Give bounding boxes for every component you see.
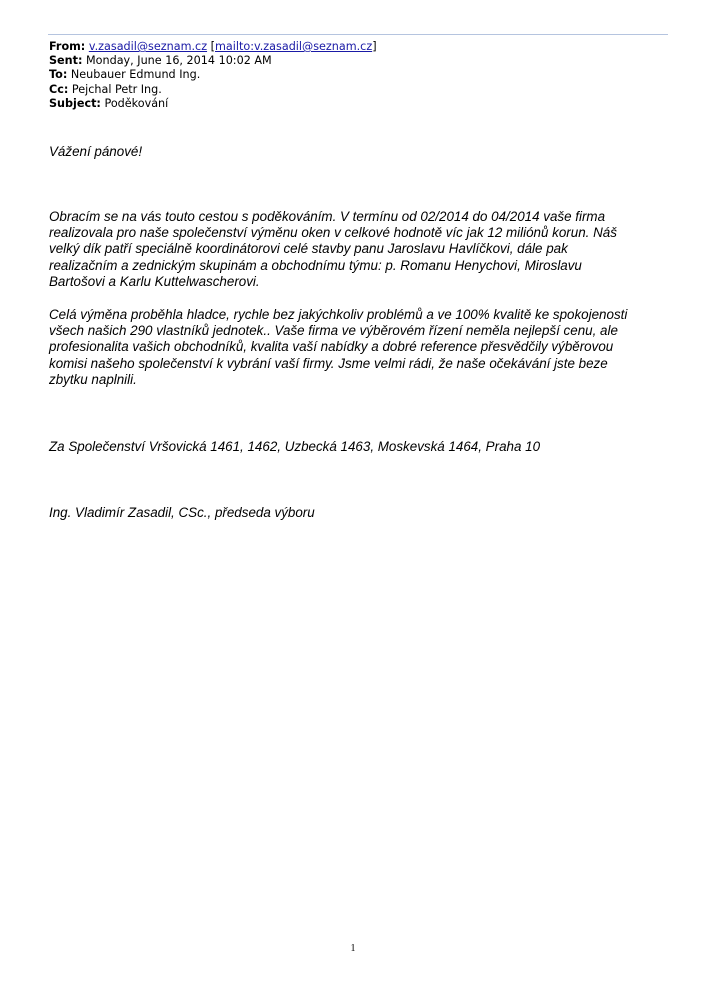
cc-line xyxy=(49,83,669,97)
signature-name: Ing. Vladimír Zasadil, CSc., předseda výboru xyxy=(49,505,315,520)
subject-line xyxy=(49,97,669,111)
signature-organization: Za Společenství Vršovická 1461, 1462, Uzbecká 1463, Moskevská 1464, Praha 10 xyxy=(49,439,541,454)
from-bracket-open: [ xyxy=(210,40,215,53)
paragraph-line: realizačním a zednickým skupinám a obchodnímu týmu: p. Romanu Henychovi, Miroslavu xyxy=(49,257,582,273)
from-bracket-close: ] xyxy=(372,40,377,53)
paragraph-line: Celá výměna proběhla hladce, rychle bez jakýchkoliv problémů a ve 100% kvalitě ke spokojenosti xyxy=(49,307,628,322)
cc-label: Cc: xyxy=(49,82,69,96)
email-header xyxy=(49,40,669,111)
greeting: Vážení pánové! xyxy=(49,144,143,159)
paragraph-line: zbytku naplnili. xyxy=(49,371,137,387)
paragraph-line: všech našich 290 vlastníků jednotek.. Vaše firma ve výběrovém řízení neměla nejlepší cenu, ale xyxy=(49,323,618,339)
page-number: 1 xyxy=(350,943,356,954)
subject-value: Poděkování xyxy=(104,96,169,110)
to-label: To: xyxy=(49,68,68,82)
sent-value: Monday, June 16, 2014 10:02 AM xyxy=(86,54,272,68)
sent-line xyxy=(49,54,669,68)
subject-label: Subject: xyxy=(49,96,101,110)
from-line xyxy=(49,40,669,54)
paragraph-line: realizovala pro naše společenství výměnu oken v celkové hodnotě víc jak 12 miliónů korun. Náš xyxy=(49,225,617,241)
from-address-link[interactable]: v.zasadil@seznam.cz xyxy=(88,40,208,53)
paragraph-line: velký dík patří speciálně koordinátorovi celé stavby panu Jaroslavu Havlíčkovi, dále pak xyxy=(49,241,568,257)
paragraph-line: komisi našeho společenství k vybrání vaší firmy. Jsme velmi rádi, že naše očekávání jste beze xyxy=(49,355,608,371)
header-divider xyxy=(48,34,668,35)
paragraph-evaluation xyxy=(49,307,671,388)
to-value: Neubauer Edmund Ing. xyxy=(70,68,201,82)
paragraph-line: Bartošovi a Karlu Kuttelwascherovi. xyxy=(49,273,260,289)
sent-label: Sent: xyxy=(49,54,83,68)
from-label: From: xyxy=(49,40,86,53)
cc-value: Pejchal Petr Ing. xyxy=(71,82,162,96)
paragraph-thanks xyxy=(49,209,671,290)
from-mailto-link[interactable]: mailto:v.zasadil@seznam.cz xyxy=(215,40,373,53)
paragraph-line: profesionalita vašich obchodníků, kvalita vaší nabídky a dobré reference přesvědčily výběrovou xyxy=(49,339,614,355)
paragraph-line: Obracím se na vás touto cestou s poděkováním. V termínu od 02/2014 do 04/2014 vaše firma xyxy=(49,209,606,224)
to-line xyxy=(49,68,669,82)
